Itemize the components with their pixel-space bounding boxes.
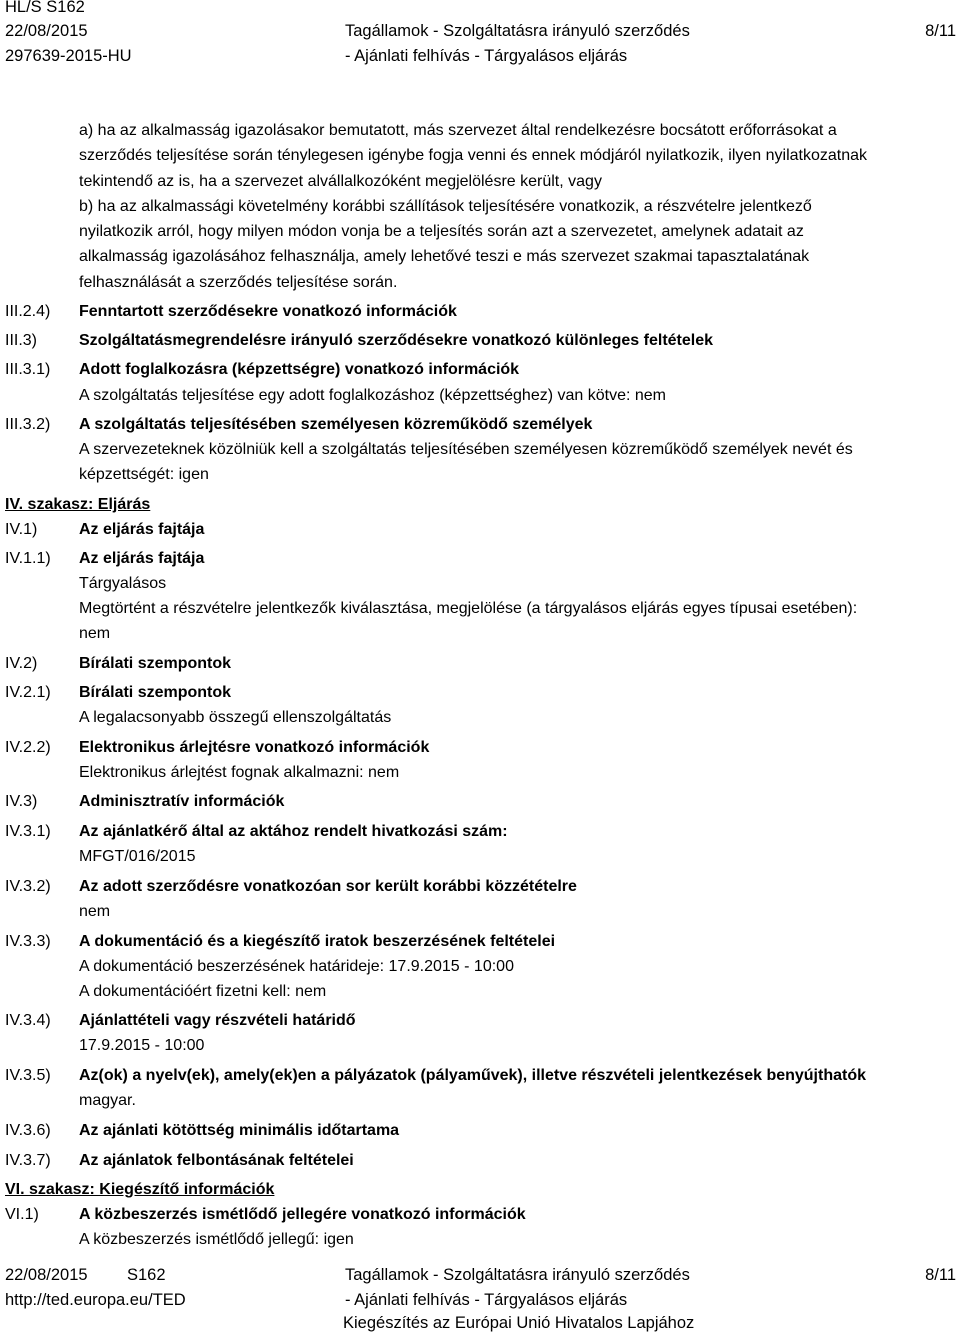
paragraph-line: a) ha az alkalmasság igazolásakor bemutatott, más szervezet által rendelkezésre bocsátott erőforrásokat a bbox=[79, 122, 837, 139]
section-number: IV.1.1) bbox=[5, 550, 51, 567]
section-heading: Bírálati szempontok bbox=[79, 655, 232, 672]
section-text: Megtörtént a részvételre jelentkezők kiválasztása, megjelölése (a tárgyalásos eljárás egyes típusai esetében): bbox=[79, 600, 858, 617]
section-number: III.3.1) bbox=[5, 361, 51, 378]
header-date: 22/08/2015 bbox=[5, 22, 88, 40]
section-number: III.3) bbox=[5, 332, 38, 349]
footer-page-number: 8/11 bbox=[925, 1266, 956, 1284]
paragraph-line: szerződés teljesítése során ténylegesen igénybe fogja venni és ennek módjáról nyilatkozik, ilyen nyilatkozatnak bbox=[79, 147, 868, 164]
paragraph-line: felhasználását a szerződés teljesítése során. bbox=[79, 274, 398, 291]
footer-series: S162 bbox=[127, 1266, 166, 1284]
part-heading-iv: IV. szakasz: Eljárás bbox=[5, 496, 151, 513]
section-heading: Bírálati szempontok bbox=[79, 684, 232, 701]
part-heading-vi: VI. szakasz: Kiegészítő információk bbox=[5, 1181, 275, 1198]
header-title-line1: Tagállamok - Szolgáltatásra irányuló szerződés bbox=[345, 22, 690, 40]
section-heading: Az eljárás fajtája bbox=[79, 550, 205, 567]
section-number: IV.2.1) bbox=[5, 684, 51, 701]
section-number: IV.3.5) bbox=[5, 1067, 51, 1084]
paragraph-line: nyilatkozik arról, hogy milyen módon vonja be a teljesítés során azt a szervezetet, amelynek adatait az bbox=[79, 223, 804, 240]
header-notice-number: 297639-2015-HU bbox=[5, 47, 132, 65]
header-page-number: 8/11 bbox=[925, 22, 956, 40]
section-number: IV.3.4) bbox=[5, 1012, 51, 1029]
section-heading: Az eljárás fajtája bbox=[79, 521, 205, 538]
section-number: III.3.2) bbox=[5, 416, 51, 433]
section-text: Tárgyalásos bbox=[79, 575, 167, 592]
footer-title-line3: Kiegészítés az Európai Unió Hivatalos Lapjához bbox=[343, 1314, 695, 1332]
section-text: A közbeszerzés ismétlődő jellegű: igen bbox=[79, 1231, 354, 1248]
section-number: VI.1) bbox=[5, 1206, 39, 1223]
section-number: III.2.4) bbox=[5, 303, 51, 320]
paragraph-line: b) ha az alkalmassági követelmény korábbi szállítások teljesítésére vonatkozik, a részvételre jelentkező bbox=[79, 198, 812, 215]
section-number: IV.3.2) bbox=[5, 878, 51, 895]
section-number: IV.3.1) bbox=[5, 823, 51, 840]
section-text: A legalacsonyabb összegű ellenszolgáltatás bbox=[79, 709, 392, 726]
section-heading: Az ajánlatok felbontásának feltételei bbox=[79, 1152, 354, 1169]
section-heading: Az ajánlati kötöttség minimális időtartama bbox=[79, 1122, 400, 1139]
paragraph-line: tekintendő az is, ha a szervezet alvállalkozóként megjelölésre került, vagy bbox=[79, 173, 602, 190]
paragraph-line: alkalmasság igazolásához felhasználja, amely lehetővé teszi e más szervezet szakmai tapasztalatának bbox=[79, 248, 810, 265]
footer-url: http://ted.europa.eu/TED bbox=[5, 1291, 186, 1309]
section-text: magyar. bbox=[79, 1092, 136, 1109]
section-heading: Az(ok) a nyelv(ek), amely(ek)en a pályázatok (pályaművek), illetve részvételi jelentkezések benyújthatók bbox=[79, 1067, 866, 1084]
section-text: A dokumentációért fizetni kell: nem bbox=[79, 983, 327, 1000]
section-text: A szervezeteknek közölniük kell a szolgáltatás teljesítésében személyesen közreműködő személyek nevét és bbox=[79, 441, 853, 458]
section-heading: Elektronikus árlejtésre vonatkozó információk bbox=[79, 739, 430, 756]
section-heading: A dokumentáció és a kiegészítő iratok beszerzésének feltételei bbox=[79, 933, 556, 950]
section-heading: A közbeszerzés ismétlődő jellegére vonatkozó információk bbox=[79, 1206, 526, 1223]
section-number: IV.3) bbox=[5, 793, 38, 810]
section-number: IV.1) bbox=[5, 521, 38, 538]
section-text: képzettségét: igen bbox=[79, 466, 209, 483]
section-text: A dokumentáció beszerzésének határideje: 17.9.2015 - 10:00 bbox=[79, 958, 514, 975]
section-text: Elektronikus árlejtést fognak alkalmazni: nem bbox=[79, 764, 400, 781]
section-heading: A szolgáltatás teljesítésében személyesen közreműködő személyek bbox=[79, 416, 593, 433]
section-text: nem bbox=[79, 903, 111, 920]
section-heading: Szolgáltatásmegrendelésre irányuló szerződésekre vonatkozó különleges feltételek bbox=[79, 332, 714, 349]
section-heading: Az adott szerződésre vonatkozóan sor került korábbi közzétételre bbox=[79, 878, 577, 895]
section-text: A szolgáltatás teljesítése egy adott foglalkozáshoz (képzettséghez) van kötve: nem bbox=[79, 387, 666, 404]
footer-date: 22/08/2015 bbox=[5, 1266, 88, 1284]
section-text: MFGT/016/2015 bbox=[79, 848, 196, 865]
section-heading: Az ajánlatkérő által az aktához rendelt hivatkozási szám: bbox=[79, 823, 508, 840]
section-heading: Ajánlattételi vagy részvételi határidő bbox=[79, 1012, 356, 1029]
header-doc-id: HL/S S162 bbox=[5, 0, 85, 16]
section-text: nem bbox=[79, 625, 111, 642]
section-number: IV.3.3) bbox=[5, 933, 51, 950]
header-title-line2: - Ajánlati felhívás - Tárgyalásos eljárás bbox=[345, 47, 628, 65]
section-number: IV.3.6) bbox=[5, 1122, 51, 1139]
section-number: IV.2.2) bbox=[5, 739, 51, 756]
section-text: 17.9.2015 - 10:00 bbox=[79, 1037, 205, 1054]
section-heading: Adminisztratív információk bbox=[79, 793, 285, 810]
section-number: IV.3.7) bbox=[5, 1152, 51, 1169]
section-heading: Adott foglalkozásra (képzettségre) vonatkozó információk bbox=[79, 361, 520, 378]
footer-title-line2: - Ajánlati felhívás - Tárgyalásos eljárás bbox=[345, 1291, 628, 1309]
footer-title-line1: Tagállamok - Szolgáltatásra irányuló szerződés bbox=[345, 1266, 690, 1284]
section-heading: Fenntartott szerződésekre vonatkozó információk bbox=[79, 303, 457, 320]
section-number: IV.2) bbox=[5, 655, 38, 672]
